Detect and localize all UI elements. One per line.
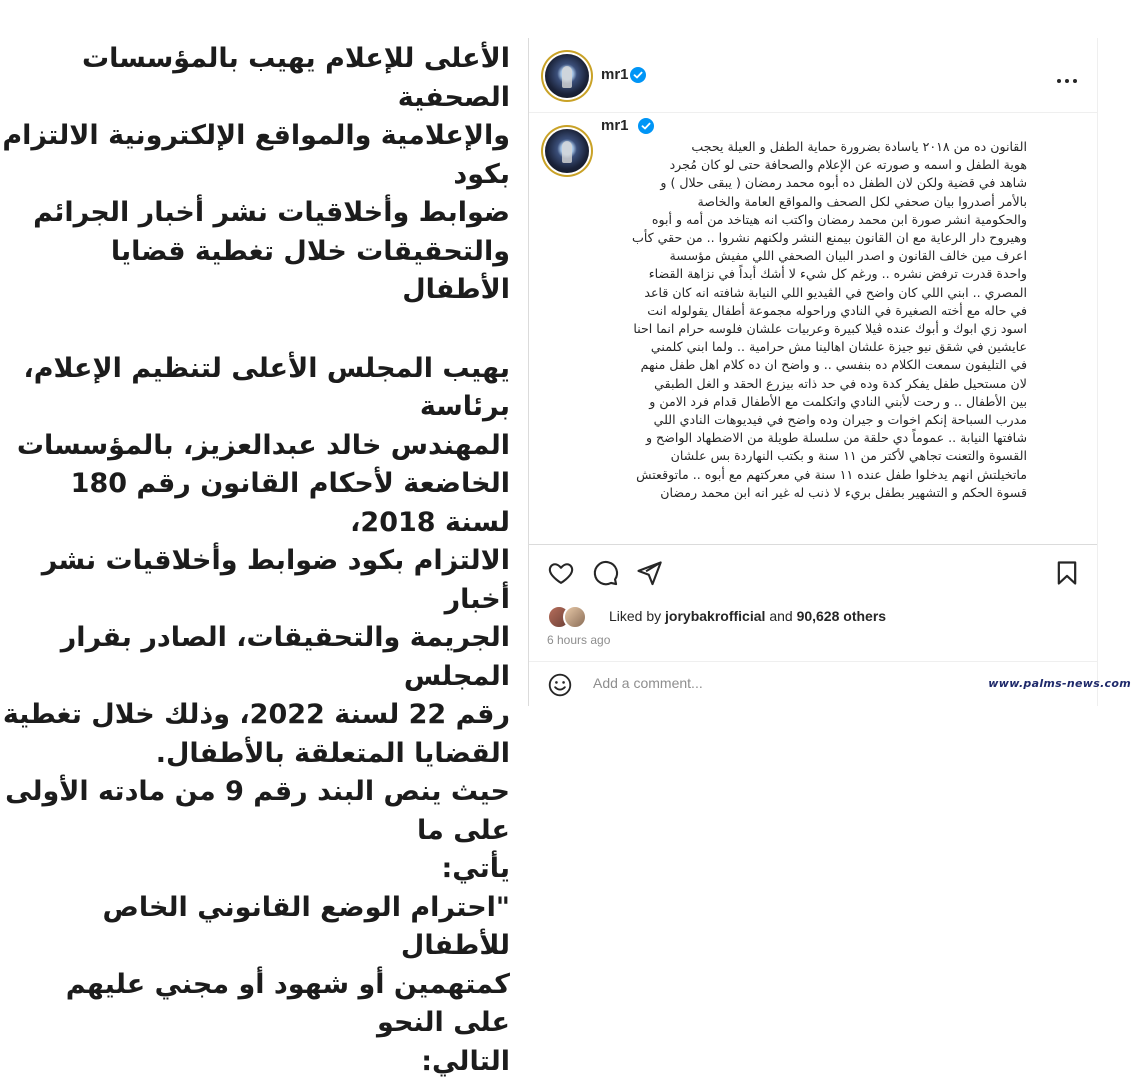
bookmark-icon[interactable] [1053, 559, 1081, 587]
liked-by-and: and [769, 608, 793, 624]
article-panel [0, 38, 518, 1077]
caption-author [601, 117, 650, 137]
article-quote: حيث ينص البند رقم 9 من مادته الأولى على ما يأتي: "احترام الوضع القانوني الخاص للأطفال كمتهمين أو شهود أو مجني عليهم على النحو التالي: [5, 776, 510, 1077]
watermark: www.palms-news.com [988, 677, 1131, 690]
emoji-icon[interactable] [547, 672, 573, 698]
post-timestamp[interactable]: 6 hours ago [547, 633, 611, 647]
post-header [529, 38, 1097, 113]
comment-input[interactable] [591, 674, 975, 692]
verified-badge-icon [638, 118, 654, 134]
instagram-post [528, 38, 1098, 706]
more-horizontal-icon[interactable] [1055, 68, 1079, 78]
article-headline: الأعلى للإعلام يهيب بالمؤسسات الصحفية والإعلامية والمواقع الإلكترونية الالتزام بكود ضوابط وأخلاقيات نشر أخبار الجرائم والتحقيقات خلال تغطية قضايا الأطفال [2, 43, 510, 305]
avatar[interactable] [545, 54, 589, 98]
likes-text [609, 608, 886, 624]
liker-avatar[interactable] [563, 605, 587, 629]
likes-count-link[interactable]: 90,628 others [796, 608, 887, 624]
verified-badge-icon [630, 67, 646, 83]
paper-plane-icon[interactable] [635, 559, 663, 587]
liked-by-prefix: Liked by [609, 608, 662, 624]
comment-icon[interactable] [591, 559, 619, 587]
caption-section [529, 113, 1097, 543]
heart-icon[interactable] [547, 559, 575, 587]
liked-by-user-link[interactable]: jorybakrofficial [665, 608, 766, 624]
post-caption: القانون ده من ٢٠١٨ ياسادة بضرورة حماية الطفل و العيلة يحجب هوية الطفل و اسمه و صورته عن الإعلام والصحافة حتى لو كان مُجرد شاهد في قضية ولكن لان الطفل ده أبوه محمد رمضان ( يبقى حلال ) و بالأمر أصدروا بيان صحفي لكل الصحف والمواقع العامة والخاصة والحكومية انشر صورة ابن محمد رمضان واكتب انه هيتاخد من أمه و أبوه وهيروح دار الرعاية مع ان القانون بيمنع النشر ولكنهم نشروا .. من حقي كأب اعرف مين خالف القانون و اصدر البيان الصحفي اللي مفيش مؤسسة واحدة قدرت ترفض نشره .. ورغم كل شيء لا أشك أبداً في نزاهة القضاء المصري .. ابني اللي كان واضح في الڤيديو اللي النيابة شافته انه كان قاعد في حاله مع أخته الصغيرة في النادي وراحوله مجموعة أطفال يقولوله انت اسود زي ابوك و أبوك عنده ڤيلا كبيرة وعربيات علشان فلوسه حرام انما احنا عايشين في شقق نيو جيزة علشان اهالينا مش حرامية .. ولما ابني كلمني في التليفون سمعت الكلام ده بنفسي .. و واضح ان ده كلام اهل طفل منهم لان مستحيل طفل يفكر كدة وده في حد ذاته بيزرع الحقد و الغل الطبقي بين الأطفال .. و رحت لأبني النادي واتكلمت مع الأطفال قدام فرد الامن و مدرب السباحة إنكم اخوات و جيران وده واضح في فيديوهات النادي اللي شافتها النيابة .. عموماً دي حلقة من سلسلة طويلة من الاضطهاد الواضح و القسوة والتعنت تجاهي لأكتر من ١١ سنة و بكتب النهاردة بس علشان ماتخيلتش انهم يدخلوا طفل عنده ١١ سنة في معركتهم مع أبوه .. ماتوقعتش قسوة الحكم و التشهير بطفل بريء لا ذنب له غير انه ابن محمد رمضان [631, 139, 1027, 500]
caption-author-name[interactable]: mr1 [601, 117, 629, 134]
article-body: يهيب المجلس الأعلى لتنظيم الإعلام، برئاسة المهندس خالد عبدالعزيز، بالمؤسسات الخاضعة لأحكام القانون رقم 180 لسنة 2018، الالتزام بكود ضوابط وأخلاقيات نشر أخبار الجريمة والتحقيقات، الصادر بقرار المجلس رقم 22 لسنة 2022، وذلك خلال تغطية القضايا المتعلقة بالأطفال. [2, 352, 510, 769]
post-username[interactable]: mr1 [601, 66, 629, 83]
